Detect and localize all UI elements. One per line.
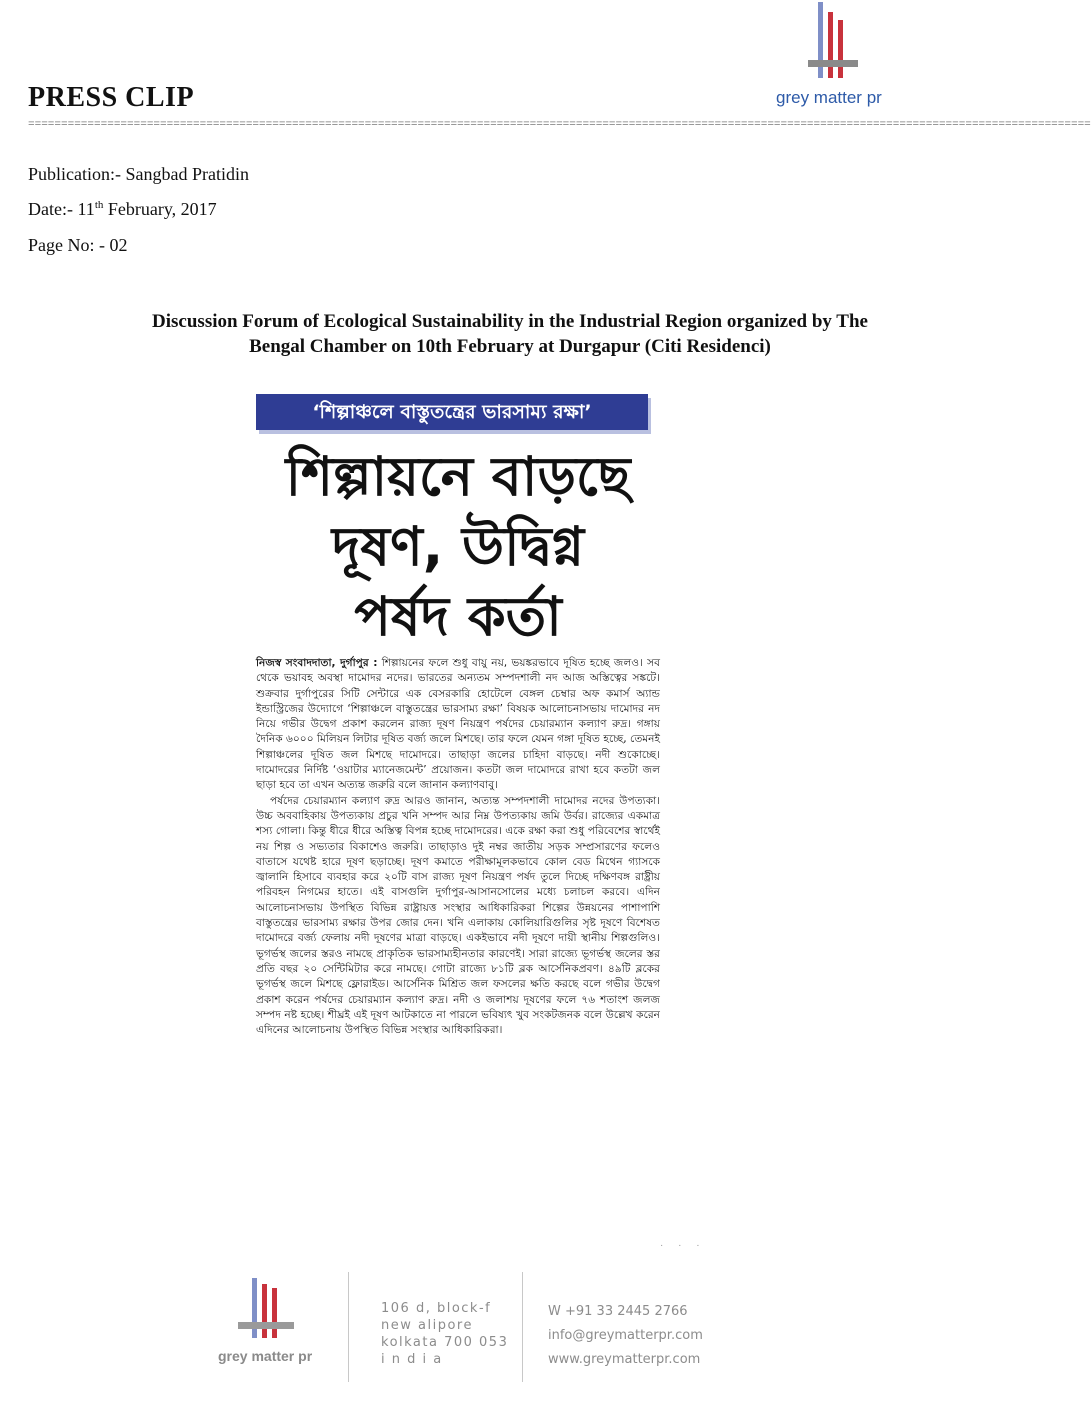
clip-byline: নিজস্ব সংবাদদাতা, দুর্গাপুর : <box>256 657 378 669</box>
page-number-line: Page No: - 02 <box>28 235 128 255</box>
headline-line-2: Bengal Chamber on 10th February at Durgapur (Citi Residenci) <box>249 336 771 357</box>
scan-specks: · · · <box>660 1240 706 1251</box>
footer-contact <box>548 1300 703 1372</box>
clip-body <box>256 656 660 1038</box>
headline-line-1: Discussion Forum of Ecological Sustainability in the Industrial Region organized by The <box>152 311 868 332</box>
clip-kicker: ‘শিল্পাঞ্চলে বাস্তুতন্ত্রের ভারসাম্য রক্ষা’ <box>256 394 648 430</box>
footer-divider <box>522 1272 523 1382</box>
footer-email: info@greymatterpr.com <box>548 1328 703 1343</box>
clip-paragraph-2: পর্ষদের চেয়ারম্যান কল্যাণ রুদ্র আরও জানান, অত্যন্ত সম্পদশালী দামোদর নদের উপত্যকা। উচ্চ অববাহিকায় উপত্যকায় প্রচুর খনি সম্পদ আর নিম্ন উপত্যকায় জমি উর্বর। রাজ্যের একমাত্র শস্য গোলা। কিন্তু ধীরে ধীরে অস্তিত্ব বিপন্ন হচ্ছে দামোদরের। একে রক্ষা করা শুধু পরিবেশের স্বার্থেই নয় শিল্প ও সভ্যতার বিকাশেও জরুরি। তাছাড়াও দুই নম্বর জাতীয় সড়ক সম্প্রসারণের ফলেও বাতাসে যথেষ্ট হারে দূষণ ছড়াচ্ছে। দূষণ কমাতে পরীক্ষামূলকভাবে কোল বেড মিথেন গ্যাসকে জ্বালানি হিসাবে ব্যবহার করে ২০টি বাস রাজ্য দূষণ নিয়ন্ত্রণ পর্ষদ তুলে দিচ্ছে দক্ষিণবঙ্গ রাষ্ট্রীয় পরিবহন নিগমের হাতে। এই বাসগুলি দুর্গাপুর-আসানসোলের মধ্যে চলাচল করবে। এদিন আলোচনাসভায় উপস্থিত বিভিন্ন রাষ্ট্রায়ত্ত সংস্থার আধিকারিকরা শিল্পের উন্নয়নের পাশাপাশি বাস্তুতন্ত্রের ভারসাম্য রক্ষার উপর জোর দেন। খনি এলাকায় কোলিয়ারিগুলির সৃষ্ট দূষণে বিশেষত দামোদরে বর্জ্য ফেলায় নদী দূষণের মাত্রা বাড়ছে। একইভাবে নদী দূষণে দায়ী স্থানীয় শিল্পগুলিও। ভূগর্ভস্থ জলের স্তরও নামছে প্রাকৃতিক ভারসাম্যহীনতার কারণেই। সারা রাজ্যে ভূগর্ভস্থ জলের স্তর প্রতি বছর ২০ সেন্টিমিটার করে নামছে। গোটা রাজ্যে ৮১টি ব্লক আর্সেনিকপ্রবণ। ৪৯টি ব্লকের ভূগর্ভস্থ জলে মিশছে ফ্লোরাইড। আর্সেনিক মিশ্রিত জল ফসলের ক্ষতি করছে বলে গভীর উদ্বেগ প্রকাশ করেন পর্ষদের চেয়ারম্যান কল্যাণ রুদ্র। নদী ও জলাশয় দূষণের ফলে ৭৬ শতাংশ জলজ সম্পদ নষ্ট হচ্ছে। শীঘ্রই এই দূষণ আটকাতে না পারলে ভবিষ্যৎ খুব সংকটজনক বলে উল্লেখ করেন এদিনের আলোচনায় উপস্থিত বিভিন্ন সংস্থার আধিকারিকরা। <box>256 794 660 1037</box>
footer-brand-name: grey matter pr <box>218 1348 313 1364</box>
main-headline-line-2: দূষণ, উদ্বিগ্ন <box>331 515 585 578</box>
main-headline-line-3: পর্ষদ কর্তা <box>354 585 562 648</box>
date-line <box>28 199 217 220</box>
date-ordinal: th <box>94 199 104 211</box>
separator-rule: ================================================================================================================================================================= <box>28 119 1091 131</box>
address-line: kolkata 700 053 <box>381 1335 509 1350</box>
address-line: new alipore <box>381 1318 473 1333</box>
address-line: 106 d, block-f <box>381 1301 492 1316</box>
clip-headline <box>40 309 980 359</box>
footer-divider <box>348 1272 349 1382</box>
footer-logo <box>218 1274 318 1374</box>
header-logo <box>770 0 900 115</box>
brand-name: grey matter pr <box>776 88 882 107</box>
grey-matter-logo-icon <box>234 1274 300 1344</box>
newspaper-clipping <box>248 388 668 1168</box>
footer-address <box>381 1300 508 1368</box>
publication-line: Publication:- Sangbad Pratidin <box>28 164 249 184</box>
clip-main-headline <box>248 442 668 652</box>
footer-website: www.greymatterpr.com <box>548 1352 701 1367</box>
clip-paragraph-1 <box>256 656 660 794</box>
date-suffix: February, 2017 <box>103 199 217 219</box>
footer-phone: W +91 33 2445 2766 <box>548 1304 688 1319</box>
press-clip-title: PRESS CLIP <box>28 82 195 113</box>
grey-matter-logo-icon <box>806 0 866 84</box>
date-prefix: Date:- 11 <box>28 199 95 219</box>
clip-paragraph-1-text: শিল্পায়নের ফলে শুধু বায়ু নয়, ভয়ঙ্করভাবে দূষিত হচ্ছে জলও। সব থেকে ভয়াবহ অবস্থা দামোদর নদের। ভারতের অন্যতম সম্পদশালী নদ আজ অস্তিত্বের সঙ্কটে। শুক্রবার দুর্গাপুরের সিটি সেন্টারে এক বেসরকারি হোটেলে বেঙ্গল চেম্বার অফ কমার্স অ্যান্ড ইন্ডাস্ট্রিজের উদ্যোগে ‘শিল্পাঞ্চলে বাস্তুতন্ত্রের ভারসাম্য রক্ষা’ বিষয়ক আলোচনাসভায় দামোদর নদ নিয়ে গভীর উদ্বেগ প্রকাশ করলেন রাজ্য দূষণ নিয়ন্ত্রণ পর্ষদের চেয়ারম্যান কল্যাণ রুদ্র। গঙ্গায় দৈনিক ৬০০০ মিলিয়ন লিটার দূষিত বর্জ্য জলে মিশছে। তার ফলে যেমন গঙ্গা দূষিত হচ্ছে, তেমনই শিল্পাঞ্চলের দূষিত জল মিশছে দামোদরে। তাছাড়া জলের চাহিদা বাড়ছে। নদী শুকোচ্ছে। দামোদরের নির্দিষ্ট ‘ওয়াটার ম্যানেজমেন্ট’ প্রয়োজন। কতটা জল দামোদরে রাখা হবে কতটা জল ছাড়া হবে তা এখন অত্যন্ত জরুরি বলে জানান কল্যাণবাবু। <box>256 657 660 792</box>
main-headline-line-1: শিল্পায়নে বাড়ছে <box>285 445 631 508</box>
address-line: i n d i a <box>381 1352 443 1367</box>
